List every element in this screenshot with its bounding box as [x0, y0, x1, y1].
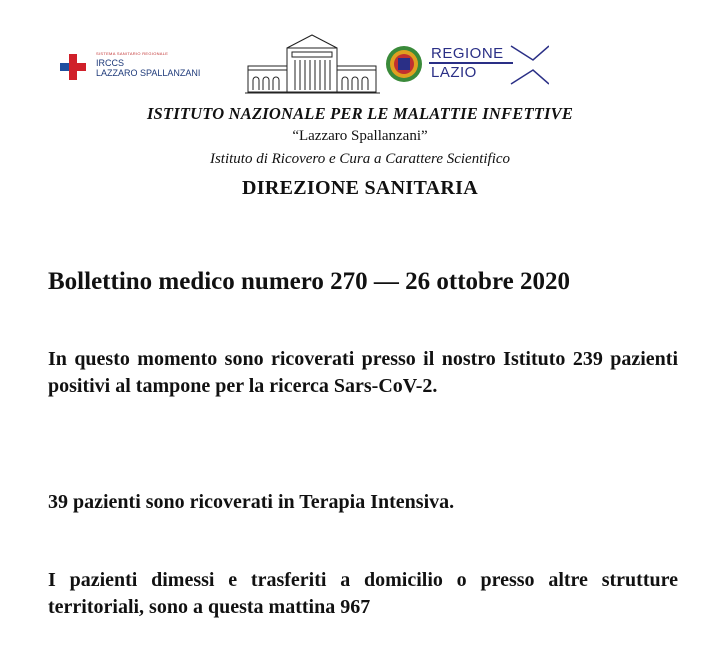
- bulletin-paragraph: 39 pazienti sono ricoverati in Terapia Intensiva.: [48, 491, 455, 513]
- bulletin-paragraph: I pazienti dimessi e trasferiti a domicilio o presso altre strutture territoriali, sono a questa mattina 967: [48, 569, 678, 618]
- chevron-decoration-icon: [509, 42, 549, 88]
- regione-label: REGIONE: [431, 45, 504, 62]
- direction-heading: DIREZIONE SANITARIA: [242, 177, 478, 199]
- logo-bar: [0, 30, 720, 100]
- institute-title: ISTITUTO NAZIONALE PER LE MALATTIE INFETTIVE: [146, 104, 574, 123]
- red-cross-icon: [60, 54, 86, 80]
- irccs-label: IRCCS: [96, 58, 125, 68]
- spallanzani-label: LAZZARO SPALLANZANI: [96, 68, 201, 78]
- bulletin-title: Bollettino medico numero 270 — 26 ottobre 2020: [48, 268, 570, 295]
- regione-emblem-icon: [385, 45, 423, 83]
- institute-building-icon: [245, 32, 380, 94]
- institute-name: “Lazzaro Spallanzani”: [292, 128, 428, 144]
- lazio-label: LAZIO: [431, 64, 477, 81]
- irccs-spallanzani-logo: [60, 46, 260, 86]
- bulletin-paragraph: In questo momento sono ricoverati presso il nostro Istituto 239 pazienti positivi al tampone per la ricerca Sars-CoV-2.: [48, 348, 678, 397]
- institute-subtitle: Istituto di Ricovero e Cura a Carattere Scientifico: [209, 151, 511, 167]
- irccs-small-text: SISTEMA SANITARIO REGIONALE: [96, 51, 169, 56]
- regione-lazio-logo: [385, 42, 555, 88]
